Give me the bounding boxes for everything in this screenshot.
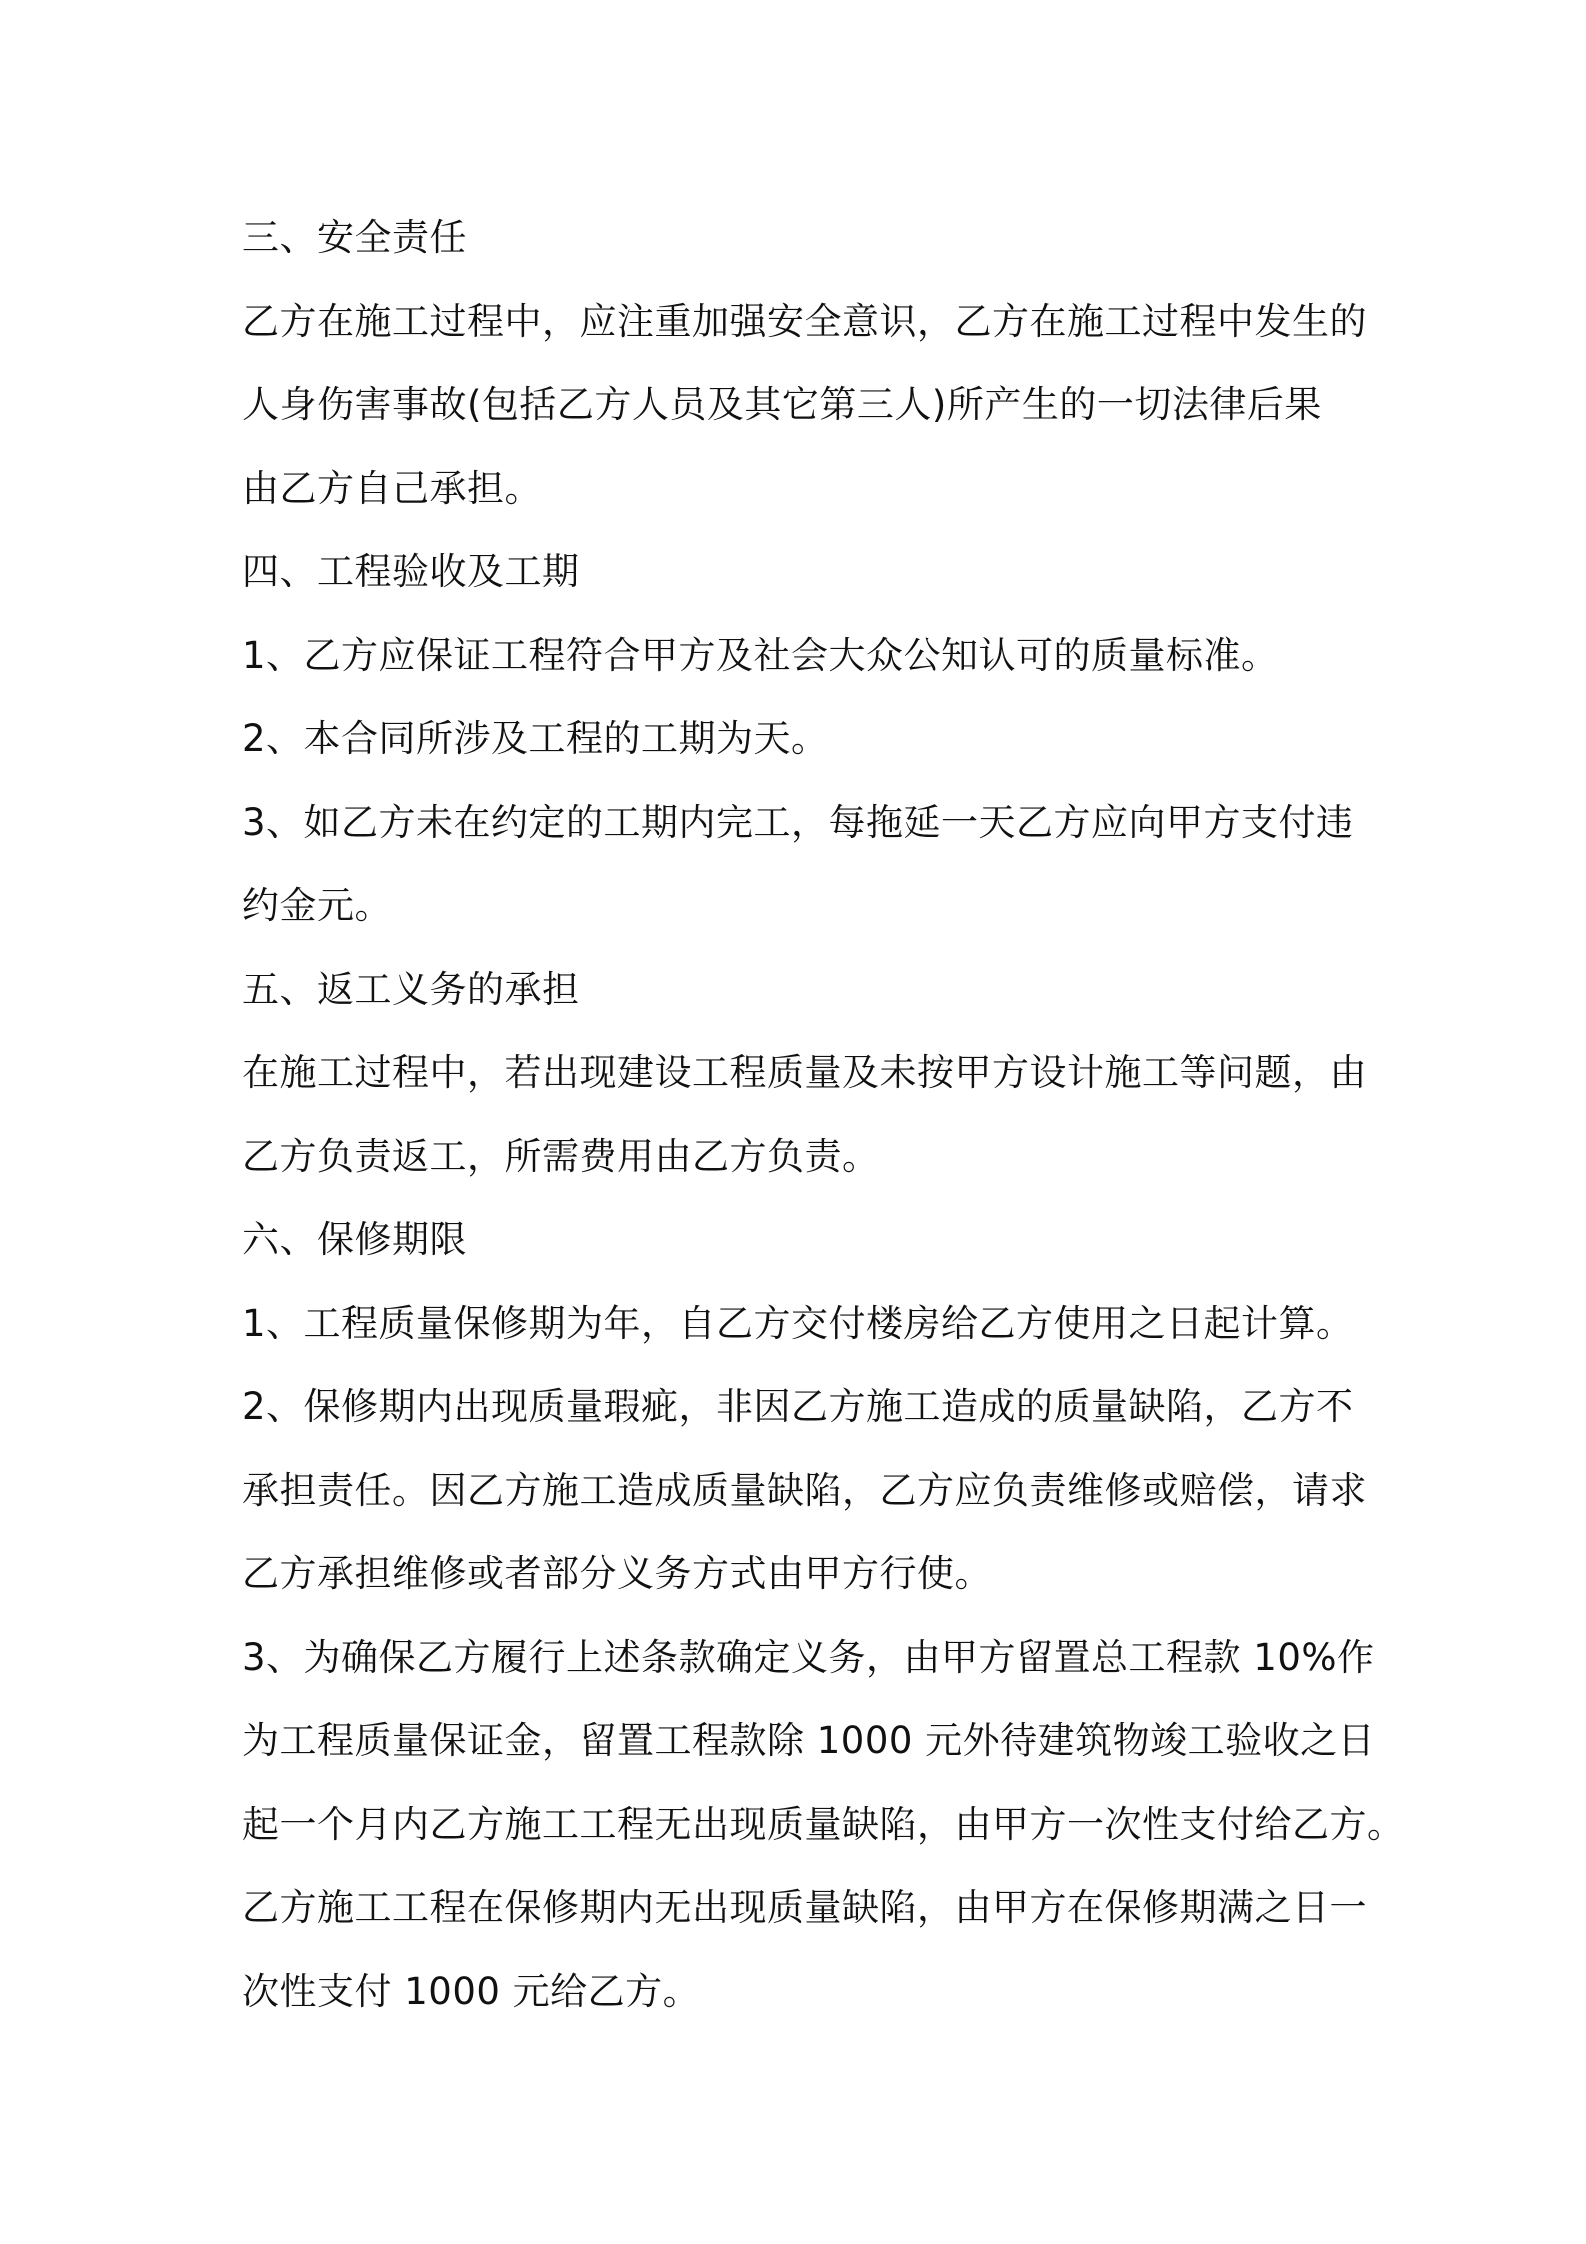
document-body (242, 196, 1405, 2033)
paragraph-line: 人身伤害事故(包括乙方人员及其它第三人)所产生的一切法律后果 (242, 383, 1322, 426)
paragraph-line: 1、乙方应保证工程符合甲方及社会大众公知认可的质量标准。 (242, 633, 1279, 677)
paragraph-line: 次性支付 1000 元给乙方。 (242, 1969, 701, 2013)
paragraph-line: 承担责任。因乙方施工造成质量缺陷，乙方应负责维修或赔偿，请求 (242, 1468, 1367, 1512)
paragraph-line: 乙方施工工程在保修期内无出现质量缺陷，由甲方在保修期满之日一 (242, 1886, 1367, 1929)
paragraph-line: 由乙方自己承担。 (242, 466, 542, 510)
paragraph-line: 为工程质量保证金，留置工程款除 1000 元外待建筑物竣工验收之日 (242, 1719, 1376, 1762)
section-heading-warranty: 六、保修期限 (242, 1218, 467, 1261)
paragraph-line: 起一个月内乙方施工工程无出现质量缺陷，由甲方一次性支付给乙方。 (242, 1802, 1405, 1846)
paragraph-line: 3、为确保乙方履行上述条款确定义务，由甲方留置总工程款 10%作 (242, 1635, 1375, 1679)
paragraph-line: 2、保修期内出现质量瑕疵，非因乙方施工造成的质量缺陷，乙方不 (242, 1385, 1354, 1428)
paragraph-line: 乙方负责返工，所需费用由乙方负责。 (242, 1134, 880, 1178)
paragraph-line: 1、工程质量保修期为年，自乙方交付楼房给乙方使用之日起计算。 (242, 1301, 1354, 1345)
section-heading-safety: 三、安全责任 (242, 216, 467, 259)
paragraph-line: 乙方承担维修或者部分义务方式由甲方行使。 (242, 1552, 992, 1595)
paragraph-line: 在施工过程中，若出现建设工程质量及未按甲方设计施工等问题，由 (242, 1051, 1367, 1094)
paragraph-line: 3、如乙方未在约定的工期内完工，每拖延一天乙方应向甲方支付违 (242, 800, 1354, 844)
paragraph-line: 2、本合同所涉及工程的工期为天。 (242, 717, 829, 760)
section-heading-rework: 五、返工义务的承担 (242, 967, 580, 1011)
paragraph-line: 乙方在施工过程中，应注重加强安全意识，乙方在施工过程中发生的 (242, 299, 1367, 343)
paragraph-line: 约金元。 (242, 884, 392, 927)
section-heading-acceptance: 四、工程验收及工期 (242, 550, 580, 593)
